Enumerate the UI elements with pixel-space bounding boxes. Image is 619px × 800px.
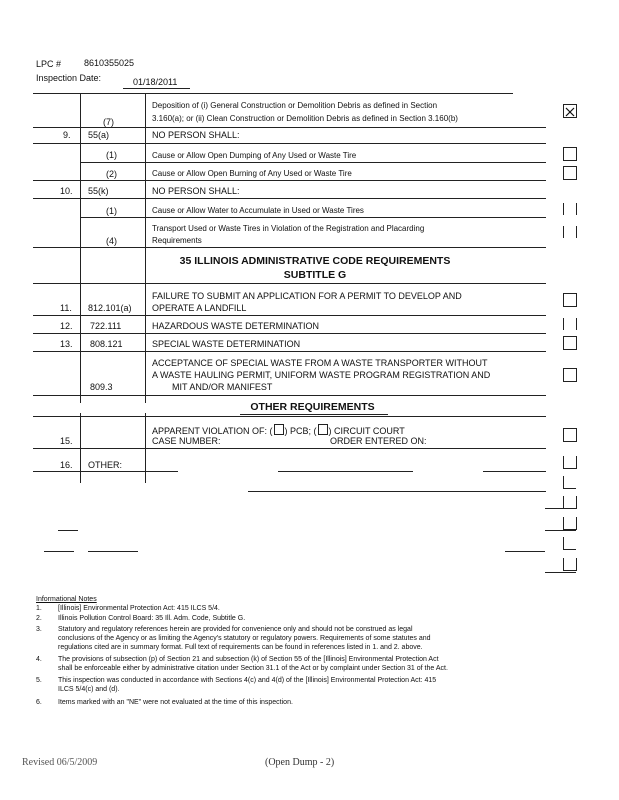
checkbox[interactable] [563,517,577,530]
note-number: 2. [36,615,42,622]
lpc-number: 8610355025 [84,58,135,68]
row-heading: A WASTE HAULING PERMIT, UNIFORM WASTE PROGRAM REGISTRATION AND [152,370,491,380]
row-divider [545,530,576,531]
other-requirements-title: OTHER REQUIREMENTS [250,401,375,413]
row-heading: ACCEPTANCE OF SPECIAL WASTE FROM A WASTE TRANSPORTER WITHOUT [152,358,488,368]
row-text: 3.160(a); or (ii) Clean Construction or Demolition Debris as defined in Section 3.160(b) [152,114,458,123]
checkbox[interactable] [563,476,576,489]
row-divider [33,198,546,199]
row-sub: 809.3 [90,382,113,392]
row-divider [58,530,78,531]
order-entered-label: ORDER ENTERED ON: [330,436,427,446]
row-text: Deposition of (i) General Construction or Demolition Debris as defined in Section [152,101,438,110]
other-label: OTHER: [88,460,123,470]
note-line: [Illinois] Environmental Protection Act: 415 ILCS 5/4. [58,605,220,612]
circuit-court-checkbox[interactable] [318,424,328,435]
section-subtitle: SUBTITLE G [283,269,347,281]
row-divider [33,395,546,396]
row-heading: MIT AND/OR MANIFEST [172,382,273,392]
row-divider [545,508,576,509]
row-sub: 55(a) [88,130,110,140]
row-divider [545,572,576,573]
note-line: Items marked with an "NE" were not evaluated at the time of this inspection. [58,699,293,706]
pcb-label: ) PCB; ( [284,426,317,436]
revised-date: Revised 06/5/2009 [22,757,98,768]
row-text: Cause or Allow Water to Accumulate in Used or Waste Tires [152,206,364,215]
row-sub: (1) [106,150,117,160]
row-divider [33,315,546,316]
row-heading: OPERATE A LANDFILL [152,303,247,313]
notes-heading: Informational Notes [36,596,97,603]
row-divider [88,551,138,552]
row-sub: 722.111 [90,321,122,331]
row-divider [33,180,546,181]
checkbox[interactable] [563,318,577,330]
note-line: shall be enforceable either by administrative citation under Section 31.1 of the Act or by complaint under Section 31 of the Act. [58,665,448,672]
row-divider [33,448,546,449]
checkbox[interactable] [563,336,577,350]
row-divider [33,333,546,334]
row-text: Transport Used or Waste Tires in Violation of the Registration and Placarding [152,224,425,233]
row-number: 16. [60,460,73,470]
pcb-checkbox[interactable] [274,424,284,435]
form-name: (Open Dump - 2) [265,757,335,768]
checkbox[interactable] [563,537,576,550]
row-text: Cause or Allow Open Burning of Any Used or Waste Tire [152,169,352,178]
note-line: regulations cited are in summary format. Full text of requirements can be found in references listed in 1. and 2. above. [58,644,423,651]
row-sub: 808.121 [90,339,123,349]
row-divider [33,351,546,352]
row-divider [80,162,546,163]
case-number-label: CASE NUMBER: [152,436,221,446]
row-divider [33,416,546,417]
row-sub: (4) [106,236,117,246]
note-line: Illinois Pollution Control Board: 35 Ill. Adm. Code, Subtitle G. [58,615,246,622]
title-underline [240,414,388,415]
apparent-violation-label: APPARENT VIOLATION OF: ( [152,426,273,436]
row-sub: (7) [103,117,114,127]
row-heading: HAZARDOUS WASTE DETERMINATION [152,321,320,331]
x-mark-icon [564,106,576,118]
note-number: 1. [36,605,42,612]
checkbox[interactable] [563,293,577,307]
row-text: Cause or Allow Open Dumping of Any Used or Waste Tire [152,151,357,160]
row-sub: 812.101(a) [88,303,132,313]
checkbox[interactable] [563,428,577,442]
row-heading: NO PERSON SHALL: [152,186,240,196]
checkbox[interactable] [563,558,577,571]
note-line: conclusions of the Agency or as limiting the Agency's statutory or regulatory powers. Requirements of some statutes and [58,635,431,642]
note-number: 4. [36,656,42,663]
checkbox[interactable] [563,456,577,469]
lpc-label: LPC # [36,59,62,69]
column-divider-1 [80,93,81,403]
inspection-date-underline [123,88,190,89]
row-divider [33,247,546,248]
row-number: 10. [60,186,73,196]
table-top-border [33,93,513,94]
row-divider [33,127,546,128]
row-sub: 55(k) [88,186,109,196]
row-number: 11. [60,303,72,313]
checkbox[interactable] [563,166,577,180]
row-number: 13. [60,339,73,349]
row-divider [33,283,546,284]
column-divider-2 [145,93,146,403]
row-heading: NO PERSON SHALL: [152,130,240,140]
checkbox[interactable] [563,203,577,215]
row-number: 15. [60,436,73,446]
row-text: Requirements [152,236,202,245]
note-number: 6. [36,699,42,706]
row-divider [248,491,546,492]
section-title: 35 ILLINOIS ADMINISTRATIVE CODE REQUIREMENTS [179,255,451,267]
circuit-court-label: ) CIRCUIT COURT [328,426,405,436]
note-number: 5. [36,677,42,684]
row-heading: SPECIAL WASTE DETERMINATION [152,339,301,349]
note-line: This inspection was conducted in accordance with Sections 4(c) and 4(d) of the [Illinois] Environmental Protection Act: 415 [58,677,437,684]
inspection-date-value: 01/18/2011 [133,77,178,87]
row-divider [278,471,413,472]
row-number: 9. [63,130,71,140]
checkbox[interactable] [563,147,577,161]
row-divider [33,143,546,144]
note-line: Statutory and regulatory references herein are provided for convenience only and should not be construed as legal [58,626,413,633]
note-line: The provisions of subsection (p) of Section 21 and subsection (k) of Section 55 of the [Illinois] Environmental Protection Act [58,656,439,663]
row-sub: (1) [106,206,117,216]
row-sub: (2) [106,169,117,179]
row-number: 12. [60,321,73,331]
row-divider [483,471,546,472]
row-divider [33,471,178,472]
row-divider [44,551,74,552]
checkbox-checked[interactable] [563,104,577,118]
row-divider [80,217,546,218]
note-number: 3. [36,626,42,633]
row-heading: FAILURE TO SUBMIT AN APPLICATION FOR A PERMIT TO DEVELOP AND [152,291,462,301]
inspection-date-label: Inspection Date: [36,73,102,83]
apparent-violation-text [152,424,405,436]
note-line: ILCS 5/4(c) and (d). [58,686,120,693]
row-divider [505,551,545,552]
checkbox[interactable] [563,226,577,238]
checkbox[interactable] [563,368,577,382]
